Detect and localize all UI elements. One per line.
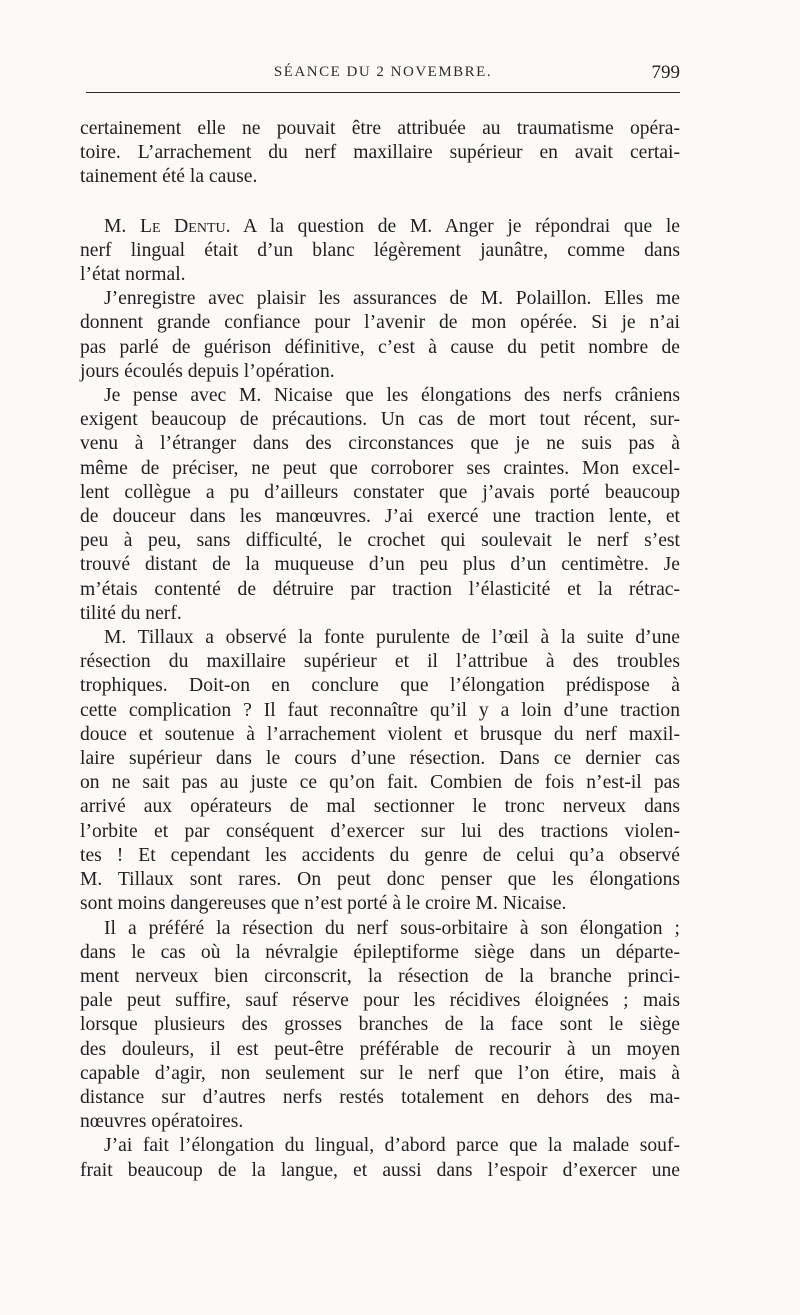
text-line: certainement elle ne pouvait être attribuée au traumatisme opéra-	[80, 118, 680, 139]
paragraph-6	[80, 917, 680, 1135]
text-line: pale peut suffire, sauf réserve pour les récidives éloignées ; mais	[80, 990, 680, 1012]
text-line: de douceur dans les manœuvres. J’ai exercé une traction lente, et	[80, 506, 680, 528]
text-line: nerf lingual était d’un blanc légèrement jaunâtre, comme dans	[80, 239, 680, 261]
text-line: jours écoulés depuis l’opération.	[80, 360, 335, 382]
text-line: même de préciser, ne peut que corroborer ses craintes. Mon excel-	[80, 457, 680, 479]
text-line: lent collègue a pu d’ailleurs constater que j’avais porté beaucoup	[80, 481, 680, 503]
text-line: trouvé distant de la muqueuse d’un peu plus d’un centimètre. Je	[80, 554, 680, 576]
text-line: douce et soutenue à l’arrachement violent et brusque du nerf maxil-	[80, 723, 680, 745]
page-header	[86, 62, 680, 93]
paragraph-7	[80, 1134, 680, 1182]
text-line: cette complication ? Il faut reconnaître qu’il y a loin d’une traction	[80, 699, 680, 721]
text-line: ment nerveux bien circonscrit, la résection de la branche princi-	[80, 965, 680, 987]
text-line: toire. L’arrachement du nerf maxillaire supérieur en avait certai-	[80, 142, 680, 164]
text-line: pas parlé de guérison définitive, c’est à cause du petit nombre de	[80, 336, 680, 358]
text-line: des douleurs, il est peut-être préférable de recourir à un moyen	[80, 1038, 680, 1060]
text-line: nœuvres opératoires.	[80, 1111, 244, 1133]
paragraph-4	[80, 384, 680, 626]
text-line: Il a préféré la résection du nerf sous-orbitaire à son élongation ;	[104, 917, 680, 939]
text-line: résection du maxillaire supérieur et il l’attribue à des troubles	[80, 651, 680, 673]
paragraph-1	[80, 117, 680, 190]
text-line: capable d’agir, non seulement sur le nerf que l’on étire, mais à	[80, 1062, 680, 1084]
text-line: M. Tillaux sont rares. On peut donc penser que les élongations	[80, 869, 680, 891]
text-line: l’orbite et par conséquent d’exercer sur lui des tractions violen-	[80, 820, 680, 842]
text-line: on ne sait pas au juste ce qu’on fait. Combien de fois n’est-il pas	[80, 772, 680, 794]
text-line: venu à l’étranger dans des circonstances que je ne suis pas à	[80, 433, 680, 455]
text-line: lorsque plusieurs des grosses branches de la face sont le siège	[80, 1014, 680, 1036]
text-line: laire supérieur dans le cours d’une résection. Dans ce dernier cas	[80, 748, 680, 770]
text-line: tes ! Et cependant les accidents du genre de celui qu’a observé	[80, 844, 680, 866]
text-line: donnent grande confiance pour l’avenir de mon opérée. Si je n’ai	[80, 312, 680, 334]
text-line: frait beaucoup de la langue, et aussi dans l’espoir d’exercer une	[80, 1159, 680, 1181]
text-line: distance sur d’autres nerfs restés totalement en dehors des ma-	[80, 1086, 680, 1108]
text-line: dans le cas où la névralgie épileptiforme siège dans un départe-	[80, 941, 680, 963]
text-line: J’ai fait l’élongation du lingual, d’abord parce que la malade souf-	[104, 1135, 680, 1157]
running-head: SÉANCE DU 2 NOVEMBRE.	[273, 64, 493, 80]
text-line: m’étais contenté de détruire par traction l’élasticité et la rétrac-	[80, 578, 680, 600]
speaker-name: M. Le Dentu.	[104, 215, 231, 237]
text-line-rest: A la question de M. Anger je répondrai que le	[243, 215, 680, 237]
text-line: sont moins dangereuses que n’est porté à le croire M. Nicaise.	[80, 893, 567, 915]
text-line: Je pense avec M. Nicaise que les élongations des nerfs crâniens	[104, 385, 680, 407]
body-text	[80, 117, 680, 1183]
text-line: exigent beaucoup de précautions. Un cas de mort tout récent, sur-	[80, 409, 680, 431]
text-line: trophiques. Doit-on en conclure que l’élongation prédispose à	[80, 675, 680, 697]
text-line: peu à peu, sans difficulté, le crochet qui soulevait le nerf s’est	[80, 530, 680, 552]
text-line: arrivé aux opérateurs de mal sectionner le tronc nerveux dans	[80, 796, 680, 818]
paragraph-3	[80, 287, 680, 384]
page-number: 799	[651, 62, 680, 83]
text-line: tilité du nerf.	[80, 602, 182, 624]
text-line: M. Tillaux a observé la fonte purulente de l’œil à la suite d’une	[104, 627, 680, 649]
paragraph-5	[80, 626, 680, 916]
text-line: J’enregistre avec plaisir les assurances de M. Polaillon. Elles me	[104, 288, 680, 310]
text-line	[80, 215, 680, 239]
paragraph-2	[80, 215, 680, 288]
text-line: l’état normal.	[80, 264, 186, 286]
text-line: tainement été la cause.	[80, 166, 258, 188]
